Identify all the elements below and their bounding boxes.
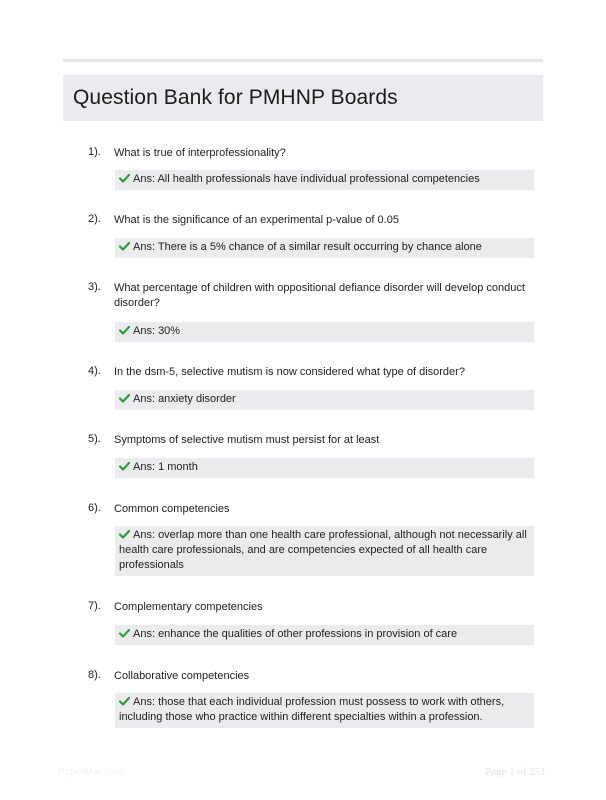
answer-text: Ans: 30%: [133, 325, 181, 337]
check-icon: [119, 462, 130, 471]
answer-box: [115, 390, 534, 410]
question-text: What is the significance of an experimental p-value of 0.05: [114, 214, 399, 226]
answer-text: Ans: those that each individual profession must possess to work with others, including those who practice within different specialties within a profession.: [119, 696, 505, 723]
answer-box: [115, 625, 534, 645]
question-number: 8).: [88, 669, 101, 681]
answer-box: [115, 170, 534, 190]
answer-text: Ans: enhance the qualities of other professions in provision of care: [133, 628, 458, 640]
answer-box: [115, 238, 534, 258]
answer-text: Ans: There is a 5% chance of a similar result occurring by chance alone: [133, 241, 482, 253]
footer-watermark: PaperMac.com: [58, 767, 126, 778]
check-icon: [119, 629, 130, 638]
top-divider: [63, 59, 543, 62]
page-title: Question Bank for PMHNP Boards: [73, 86, 398, 109]
check-icon: [119, 394, 130, 403]
answer-text: Ans: All health professionals have individual professional competencies: [133, 173, 480, 185]
question-number: 2).: [88, 213, 101, 225]
question-text: Symptoms of selective mutism must persist for at least: [114, 434, 380, 446]
question-number: 1).: [88, 146, 101, 158]
check-icon: [119, 242, 130, 251]
question-number: 3).: [88, 281, 101, 293]
question-number: 7).: [88, 600, 101, 612]
question-number: 6).: [88, 502, 101, 514]
question-text: In the dsm-5, selective mutism is now considered what type of disorder?: [114, 366, 465, 378]
answer-box: [115, 458, 534, 478]
check-icon: [119, 174, 130, 183]
check-icon: [119, 530, 130, 539]
check-icon: [119, 326, 130, 335]
check-icon: [119, 697, 130, 706]
answer-box: [115, 693, 534, 728]
question-text: Complementary competencies: [114, 601, 263, 613]
answer-box: [115, 526, 534, 576]
title-banner: [63, 75, 543, 121]
question-text: What percentage of children with oppositional defiance disorder will develop conduct disorder?: [114, 282, 525, 309]
page-indicator: Page 1 of 251: [485, 766, 546, 778]
question-number: 5).: [88, 433, 101, 445]
question-number: 4).: [88, 365, 101, 377]
answer-text: Ans: overlap more than one health care professional, although not necessarily all health care professionals, and are competencies expected of all health care professionals: [119, 529, 527, 571]
question-text: Common competencies: [114, 503, 230, 515]
question-text: What is true of interprofessionality?: [114, 147, 286, 159]
answer-text: Ans: anxiety disorder: [133, 393, 236, 405]
answer-box: [115, 322, 534, 342]
question-text: Collaborative competencies: [114, 670, 250, 682]
answer-text: Ans: 1 month: [133, 461, 198, 473]
